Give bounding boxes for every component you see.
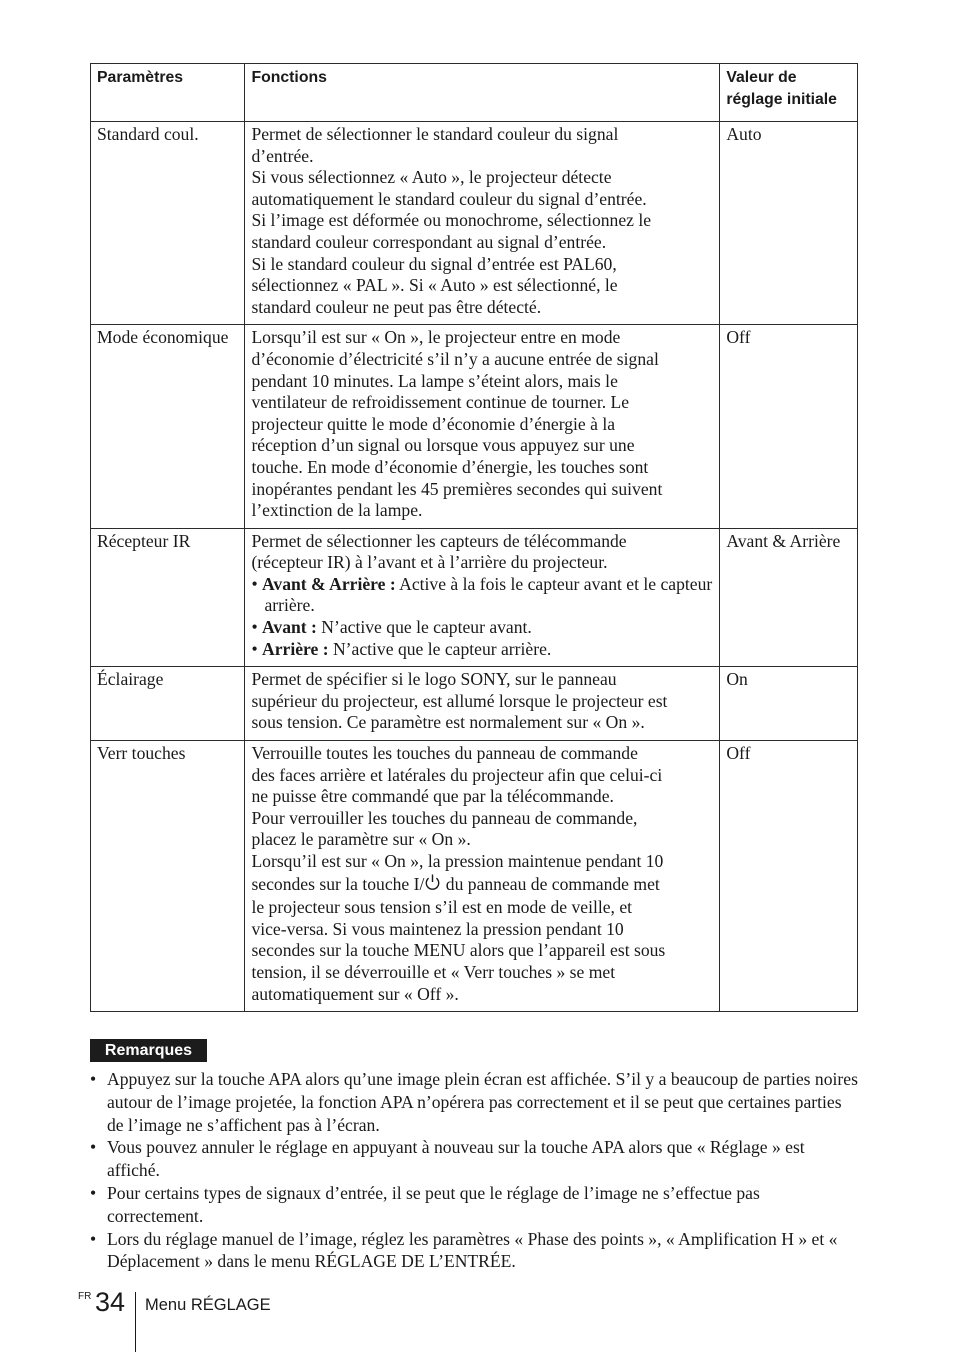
- function-line: Permet de sélectionner les capteurs de télécommande: [251, 530, 627, 551]
- function-line: standard couleur ne peut pas être détecté.: [251, 296, 542, 317]
- value-cell: Off: [720, 325, 858, 528]
- function-cell: [245, 667, 720, 741]
- bullet-term: Arrière :: [262, 638, 329, 659]
- bullet-text: N’active que le capteur avant.: [316, 617, 532, 638]
- table-header-row: [91, 64, 858, 122]
- param-cell: Mode économique: [91, 325, 245, 528]
- function-line: sélectionnez « PAL ». Si « Auto » est sélectionné, le: [251, 275, 618, 296]
- function-line: Si vous sélectionnez « Auto », le projecteur détecte: [251, 167, 612, 188]
- table-row: [91, 741, 858, 1012]
- header-fonctions: Fonctions: [245, 64, 720, 122]
- table-row: [91, 528, 858, 667]
- footer-divider: [135, 1292, 136, 1352]
- function-line: Si l’image est déformée ou monochrome, sélectionnez le: [251, 210, 652, 231]
- power-line-before: secondes sur la touche I/: [251, 873, 425, 894]
- page-number: 34: [95, 1287, 126, 1317]
- function-line: d’entrée.: [251, 145, 314, 166]
- power-icon: [424, 873, 441, 898]
- function-line: Lorsqu’il est sur « On », la pression maintenue pendant 10: [251, 851, 664, 871]
- function-cell: [245, 122, 720, 325]
- function-line: ventilateur de refroidissement continue de tourner. Le: [251, 392, 630, 413]
- function-line: standard couleur correspondant au signal d’entrée.: [251, 231, 607, 252]
- table-row: [91, 667, 858, 741]
- header-valeur: [720, 64, 858, 122]
- bullet-text: N’active que le capteur arrière.: [328, 638, 552, 659]
- value-cell: On: [720, 667, 858, 741]
- table-row: [91, 122, 858, 325]
- power-line-after: du panneau de commande met: [441, 873, 660, 894]
- function-line: automatiquement le standard couleur du signal d’entrée.: [251, 188, 647, 209]
- function-line: l’extinction de la lampe.: [251, 500, 423, 521]
- function-line: tension, il se déverrouille et « Verr touches » se met: [251, 961, 616, 982]
- function-line: projecteur quitte le mode d’économie d’énergie à la: [251, 413, 616, 434]
- value-cell: Avant & Arrière: [720, 528, 858, 667]
- function-line: Si le standard couleur du signal d’entrée est PAL60,: [251, 253, 617, 274]
- function-line: touche. En mode d’économie d’énergie, les touches sont: [251, 456, 649, 477]
- value-cell: Off: [720, 741, 858, 1012]
- function-line: le projecteur sous tension s’il est en mode de veille, et: [251, 897, 633, 918]
- bullet-term: Avant & Arrière :: [262, 573, 396, 594]
- function-line: ne puisse être commandé que par la télécommande.: [251, 786, 614, 807]
- settings-table: [90, 63, 858, 1012]
- param-cell: Récepteur IR: [91, 528, 245, 667]
- value-cell: Auto: [720, 122, 858, 325]
- footer-language: FR: [78, 1291, 92, 1302]
- function-line: automatiquement sur « Off ».: [251, 983, 459, 1004]
- function-cell: [245, 325, 720, 528]
- bullet-term: Avant :: [262, 617, 317, 638]
- list-item: • Pour certains types de signaux d’entrée, il se peut que le réglage de l’image ne s’effectue pas correctement.: [90, 1182, 858, 1228]
- header-valeur-line-1: Valeur de: [726, 69, 797, 86]
- function-line-power: [251, 873, 713, 898]
- function-line: des faces arrière et latérales du projecteur afin que celui-ci: [251, 764, 663, 785]
- function-line: pendant 10 minutes. La lampe s’éteint alors, mais le: [251, 370, 618, 391]
- param-cell: Standard coul.: [91, 122, 245, 325]
- function-line: placez le paramètre sur « On ».: [251, 829, 471, 850]
- bullet-text: Active à la fois le capteur avant et le capteur arrière.: [264, 573, 713, 616]
- bullet-item: • Avant : N’active que le capteur avant.: [251, 617, 532, 638]
- function-line: Verrouille toutes les touches du panneau de commande: [251, 743, 638, 764]
- function-line: sous tension. Ce paramètre est normalement sur « On ».: [251, 712, 645, 733]
- function-line: réception d’un signal ou lorsque vous appuyez sur une: [251, 435, 635, 456]
- bullet-item: • Arrière : N’active que le capteur arrière.: [251, 638, 552, 659]
- list-item: • Vous pouvez annuler le réglage en appuyant à nouveau sur la touche APA alors que « Réglage » est affiché.: [90, 1136, 858, 1182]
- list-item: • Appuyez sur la touche APA alors qu’une image plein écran est affichée. S’il y a beaucoup de parties noires autour de l’image projetée, la fonction APA n’opérera pas correctement et il se peut que certaines parties de l’image ne s’affichent pas à l’écran.: [90, 1068, 858, 1136]
- table-row: [91, 325, 858, 528]
- function-line: inopérantes pendant les 45 premières secondes qui suivent: [251, 478, 663, 499]
- function-cell: [245, 741, 720, 1012]
- param-cell: Éclairage: [91, 667, 245, 741]
- bullet-item: • Avant & Arrière : Active à la fois le capteur avant et le capteur arrière.: [251, 573, 713, 616]
- function-line: secondes sur la touche MENU alors que l’appareil est sous: [251, 940, 666, 961]
- function-line: vice-versa. Si vous maintenez la pression pendant 10: [251, 918, 624, 939]
- notes-badge: Remarques: [90, 1039, 207, 1062]
- function-line: d’économie d’électricité s’il n’y a aucune entrée de signal: [251, 348, 659, 369]
- list-item: • Lors du réglage manuel de l’image, réglez les paramètres « Phase des points », « Amplification H » et « Déplacement » dans le menu RÉGLAGE DE L’ENTRÉE.: [90, 1228, 858, 1274]
- header-valeur-line-2: réglage initiale: [726, 90, 837, 108]
- footer-section-title: Menu RÉGLAGE: [145, 1296, 271, 1314]
- function-line: Permet de sélectionner le standard couleur du signal: [251, 124, 619, 144]
- function-cell: [245, 528, 720, 667]
- function-line: Permet de spécifier si le logo SONY, sur le panneau: [251, 669, 617, 690]
- notes-list: [90, 1068, 858, 1273]
- function-line: Pour verrouiller les touches du panneau de commande,: [251, 807, 638, 828]
- function-line: supérieur du projecteur, est allumé lorsque le projecteur est: [251, 690, 668, 711]
- header-parametres: Paramètres: [91, 64, 245, 122]
- function-line: (récepteur IR) à l’avant et à l’arrière du projecteur.: [251, 552, 608, 573]
- param-cell: Verr touches: [91, 741, 245, 1012]
- function-line: Lorsqu’il est sur « On », le projecteur entre en mode: [251, 327, 621, 348]
